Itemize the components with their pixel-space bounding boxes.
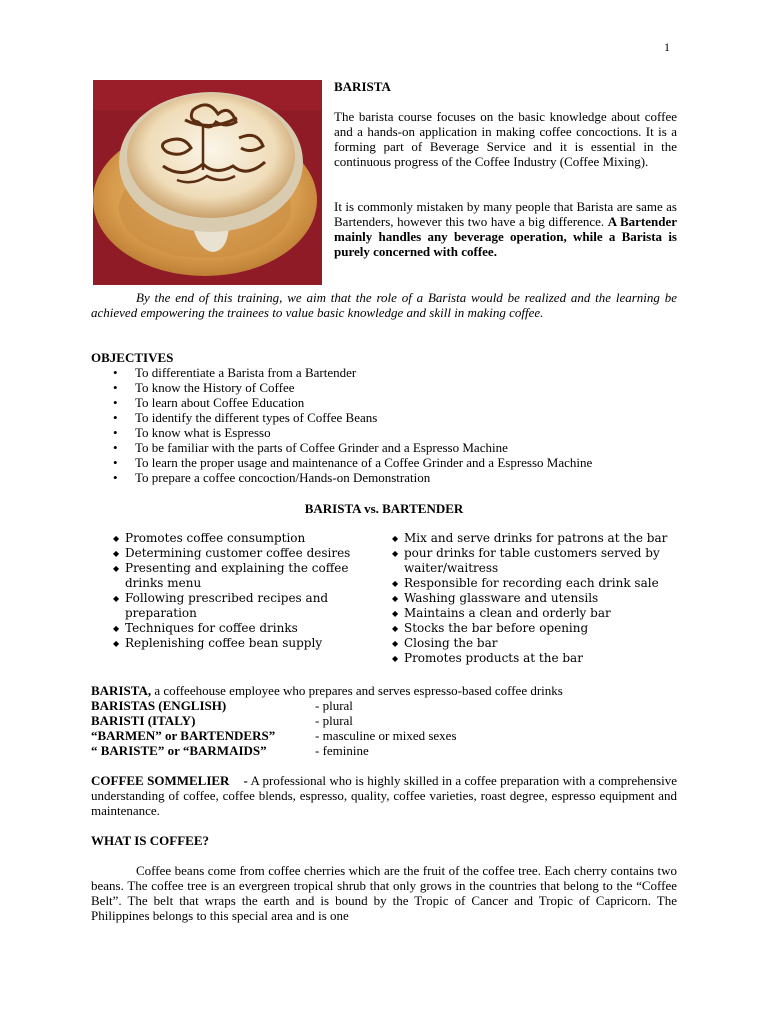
- barista-definition-term: BARISTA,: [91, 683, 152, 698]
- latte-art-cup-icon: [93, 80, 322, 285]
- term-value: - plural: [315, 713, 353, 728]
- sommelier-term: COFFEE SOMMELIER: [91, 773, 230, 788]
- term-value: - feminine: [315, 743, 369, 758]
- bartender-duty-item: ◆ Stocks the bar before opening: [392, 621, 682, 636]
- barista-duty-item: ◆ Techniques for coffee drinks: [113, 621, 373, 636]
- bartender-duty-item: ◆ pour drinks for table customers served by waiter/waitress: [392, 546, 682, 576]
- barista-definition-text: a coffeehouse employee who prepares and serves espresso-based coffee drinks: [151, 683, 563, 698]
- objectives-heading: OBJECTIVES: [91, 350, 174, 365]
- objective-item: • To know the History of Coffee: [113, 380, 592, 395]
- term-row: [91, 713, 353, 728]
- intro-paragraph-2: [334, 199, 677, 259]
- barista-duty-item: ◆ Presenting and explaining the coffee drinks menu: [113, 561, 373, 591]
- bartender-duty-item: ◆ Promotes products at the bar: [392, 651, 682, 666]
- objective-item: • To differentiate a Barista from a Bartender: [113, 365, 592, 380]
- term-row: [91, 743, 369, 758]
- intro-text-1: The barista course focuses on the basic knowledge about coffee and a hands-on application in making coffee concoctions. It is a forming part of Beverage Service and it is essential in the continuous progress of the Coffee Industry (Coffee Mixing).: [334, 109, 677, 169]
- bartender-duty-item: ◆ Washing glassware and utensils: [392, 591, 682, 606]
- barista-duty-item: ◆ Determining customer coffee desires: [113, 546, 373, 561]
- intro-paragraph-1: [334, 109, 677, 169]
- training-aim-text: By the end of this training, we aim that the role of a Barista would be realized and the learning be achieved empowering the trainees to value basic knowledge and skill in making coffee.: [91, 290, 677, 320]
- term-name: BARISTAS (ENGLISH): [91, 698, 227, 713]
- page-title: BARISTA: [334, 79, 391, 94]
- barista-duty-item: ◆ Promotes coffee consumption: [113, 531, 373, 546]
- objectives-list: [113, 365, 592, 485]
- objective-item: • To learn the proper usage and maintenance of a Coffee Grinder and a Espresso Machine: [113, 455, 592, 470]
- term-value: - plural: [315, 698, 353, 713]
- intro-text-2-regular: It is commonly mistaken by many people that Barista are same as Bartenders, however this two have a big difference.: [334, 199, 677, 229]
- sommelier-paragraph: [91, 773, 677, 818]
- comparison-title: BARISTA vs. BARTENDER: [304, 501, 464, 516]
- what-is-coffee-paragraph: [91, 863, 677, 923]
- bartender-duties-list: [392, 531, 682, 666]
- barista-duties-list: [113, 531, 373, 651]
- term-row: [91, 728, 457, 743]
- page-number: 1: [664, 40, 670, 54]
- training-aim-paragraph: [91, 290, 677, 320]
- term-value: - masculine or mixed sexes: [315, 728, 457, 743]
- barista-definition: [91, 683, 563, 698]
- term-name: “ BARISTE” or “BARMAIDS”: [91, 743, 267, 758]
- objective-item: • To know what is Espresso: [113, 425, 592, 440]
- barista-duty-item: ◆ Replenishing coffee bean supply: [113, 636, 373, 651]
- objective-item: • To learn about Coffee Education: [113, 395, 592, 410]
- sommelier-text: A professional who is highly skilled in a coffee preparation with a comprehensive understanding of coffee, coffee blends, espresso, quality, coffee varieties, roast degree, espresso equipment and maintenance.: [91, 773, 677, 818]
- intro-text-2-bold: A Bartender mainly handles any beverage operation, while a Barista is purely concerned with coffee.: [334, 214, 677, 259]
- barista-duty-item: ◆ Following prescribed recipes and preparation: [113, 591, 373, 621]
- sommelier-dash: -: [243, 773, 248, 788]
- intro-text-2: [334, 199, 677, 259]
- bartender-duty-item: ◆ Responsible for recording each drink sale: [392, 576, 682, 591]
- bartender-duty-item: ◆ Closing the bar: [392, 636, 682, 651]
- term-row: [91, 698, 353, 713]
- what-is-coffee-text: Coffee beans come from coffee cherries which are the fruit of the coffee tree. Each cherry contains two beans. The coffee tree is an evergreen tropical shrub that only grows in the countries that belong to the “Coffee Belt”. The belt that wraps the earth and is bound by the Tropic of Cancer and Tropic of Capricorn. The Philippines belongs to this special area and is one: [91, 863, 677, 923]
- bartender-duty-item: ◆ Maintains a clean and orderly bar: [392, 606, 682, 621]
- term-name: BARISTI (ITALY): [91, 713, 196, 728]
- bartender-duty-item: ◆ Mix and serve drinks for patrons at the bar: [392, 531, 682, 546]
- objective-item: • To prepare a coffee concoction/Hands-on Demonstration: [113, 470, 592, 485]
- term-name: “BARMEN” or BARTENDERS”: [91, 728, 276, 743]
- objective-item: • To identify the different types of Coffee Beans: [113, 410, 592, 425]
- objective-item: • To be familiar with the parts of Coffee Grinder and a Espresso Machine: [113, 440, 592, 455]
- what-is-coffee-heading: WHAT IS COFFEE?: [91, 833, 209, 848]
- latte-art-photo: [93, 80, 322, 285]
